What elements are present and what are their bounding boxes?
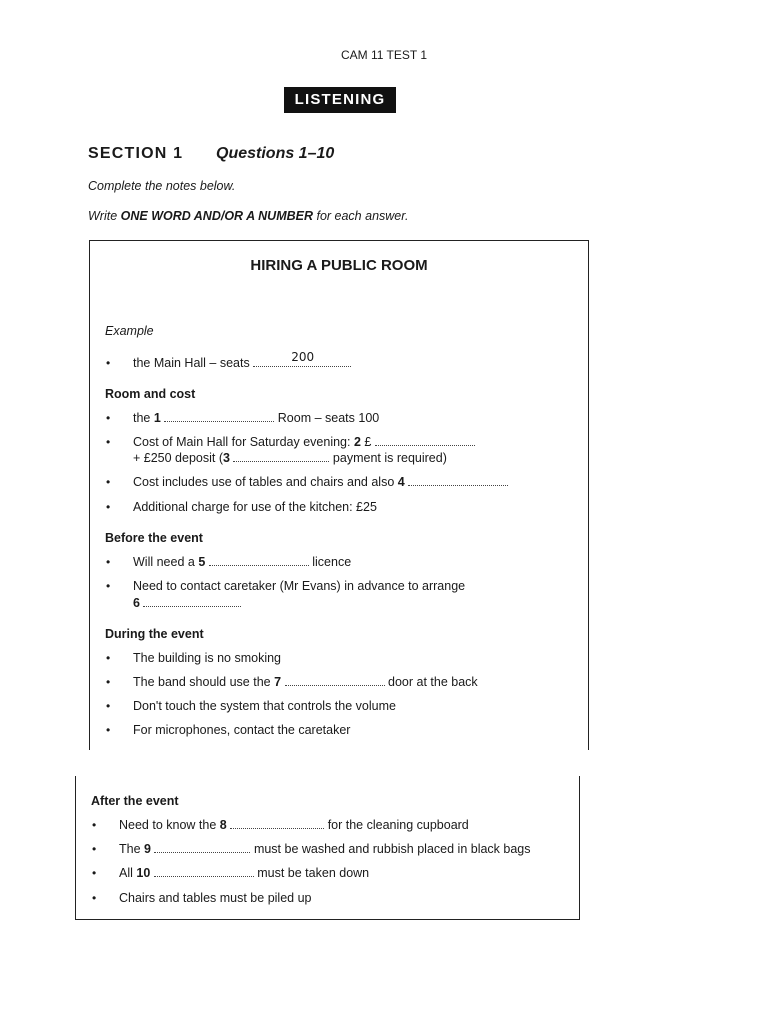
question-3 <box>133 451 447 465</box>
notes-title: HIRING A PUBLIC ROOM <box>250 257 428 274</box>
q5-pre: Will need a <box>133 555 199 569</box>
questions-range: Questions 1–10 <box>216 145 335 162</box>
q2-currency: £ <box>360 435 372 449</box>
question-1 <box>133 411 379 425</box>
q4-pre: Cost includes use of tables and chairs and also <box>133 475 398 489</box>
q9-post: must be washed and rubbish placed in black bags <box>253 842 531 856</box>
q1-post: Room – seats 100 <box>277 411 380 425</box>
example-answer-blank <box>253 350 351 367</box>
bullet-icon: • <box>92 842 97 856</box>
q2-pre: Cost of Main Hall for Saturday evening: <box>133 435 354 449</box>
document-title: CAM 11 TEST 1 <box>340 48 428 62</box>
q8-post: for the cleaning cupboard <box>327 818 469 832</box>
answer-blank-10[interactable] <box>154 866 254 877</box>
chairs-note: Chairs and tables must be piled up <box>119 891 312 905</box>
answer-blank-8[interactable] <box>230 818 324 829</box>
example-text: the Main Hall – seats <box>133 356 250 370</box>
bullet-icon: • <box>92 818 97 832</box>
bullet-icon: • <box>106 411 111 425</box>
answer-blank-3[interactable] <box>233 451 329 462</box>
bullet-icon: • <box>106 699 111 713</box>
no-smoking-note: The building is no smoking <box>133 651 281 665</box>
q7-number: 7 <box>274 675 282 689</box>
q4-number: 4 <box>397 475 405 489</box>
q3-number: 3 <box>223 451 230 465</box>
q5-number: 5 <box>198 555 206 569</box>
question-2 <box>133 435 475 449</box>
q1-number: 1 <box>153 411 161 425</box>
question-5 <box>133 555 351 569</box>
before-event-heading: Before the event <box>105 531 203 545</box>
bullet-icon: • <box>106 555 111 569</box>
q7-pre: The band should use the <box>133 675 275 689</box>
q8-pre: Need to know the <box>119 818 220 832</box>
bullet-icon: • <box>92 866 97 880</box>
question-4 <box>133 475 508 489</box>
q10-pre: All <box>119 866 137 880</box>
q8-number: 8 <box>219 818 227 832</box>
volume-note: Don't touch the system that controls the volume <box>133 699 396 713</box>
q2-number: 2 <box>353 435 361 449</box>
instruction-post: for each answer. <box>313 209 409 223</box>
q6-number: 6 <box>133 596 140 610</box>
example-line <box>133 350 351 370</box>
question-8 <box>119 818 469 832</box>
question-9 <box>119 842 531 856</box>
question-7 <box>133 675 478 689</box>
q3-pre: + £250 deposit ( <box>133 451 223 465</box>
q1-pre: the <box>133 411 154 425</box>
answer-blank-6[interactable] <box>143 596 241 607</box>
answer-blank-4[interactable] <box>408 475 508 486</box>
bullet-icon: • <box>106 435 111 449</box>
instruction-complete-notes: Complete the notes below. <box>88 179 236 193</box>
instruction-bold: ONE WORD AND/OR A NUMBER <box>120 209 313 223</box>
bullet-icon: • <box>106 723 111 737</box>
q7-post: door at the back <box>388 675 478 689</box>
listening-badge: LISTENING <box>284 87 396 113</box>
after-event-heading: After the event <box>91 794 179 808</box>
q10-number: 10 <box>136 866 151 880</box>
bullet-icon: • <box>106 579 111 593</box>
q3-post: payment is required) <box>332 451 447 465</box>
instruction-pre: Write <box>88 209 121 223</box>
question-6-text: Need to contact caretaker (Mr Evans) in advance to arrange <box>133 579 466 593</box>
during-event-heading: During the event <box>105 627 204 641</box>
bullet-icon: • <box>106 475 111 489</box>
question-6 <box>133 596 241 610</box>
answer-blank-7[interactable] <box>285 675 385 686</box>
q9-number: 9 <box>144 842 151 856</box>
q5-post: licence <box>312 555 352 569</box>
example-label: Example <box>105 324 154 338</box>
bullet-icon: • <box>92 891 97 905</box>
answer-blank-5[interactable] <box>209 555 309 566</box>
section-label: SECTION 1 <box>88 145 184 162</box>
microphones-note: For microphones, contact the caretaker <box>133 723 351 737</box>
answer-blank-9[interactable] <box>154 842 250 853</box>
bullet-icon: • <box>106 500 111 514</box>
notes-box-main <box>89 240 589 750</box>
example-answer: 200 <box>291 350 315 364</box>
bullet-icon: • <box>106 651 111 665</box>
room-and-cost-heading: Room and cost <box>105 387 196 401</box>
answer-blank-2[interactable] <box>375 435 475 446</box>
bullet-icon: • <box>106 675 111 689</box>
question-10 <box>119 866 369 880</box>
instruction-word-limit <box>88 209 408 223</box>
answer-blank-1[interactable] <box>164 411 274 422</box>
q10-post: must be taken down <box>257 866 370 880</box>
bullet-icon: • <box>106 356 111 370</box>
q9-pre: The <box>119 842 145 856</box>
kitchen-charge: Additional charge for use of the kitchen: £25 <box>133 500 377 514</box>
